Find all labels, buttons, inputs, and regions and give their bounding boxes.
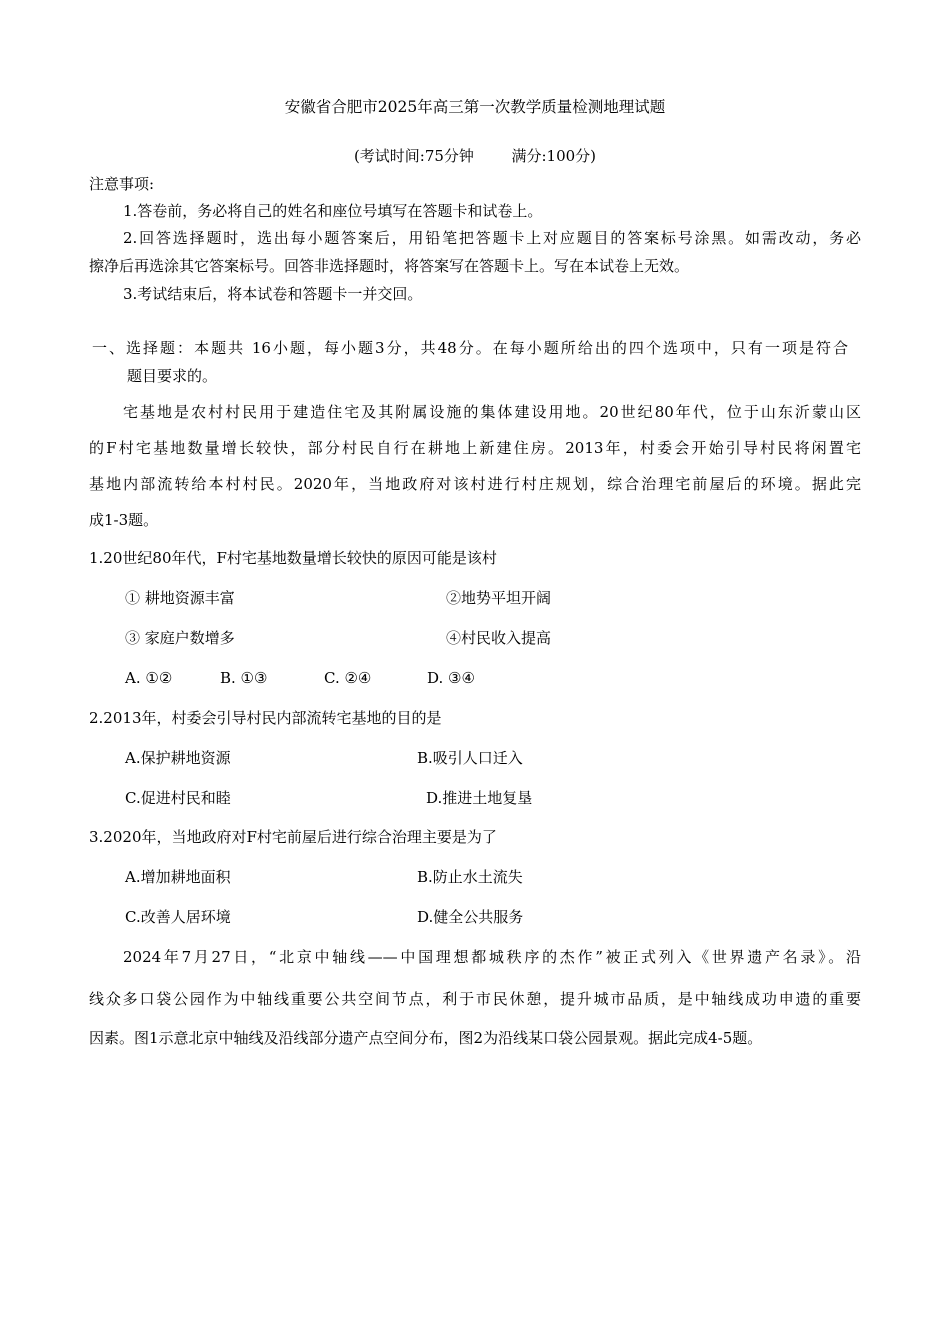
q1-item: ① 耕地资源丰富 bbox=[125, 589, 235, 607]
passage-line: 因素。图1示意北京中轴线及沿线部分遗产点空间分布，图2为沿线某口袋公园景观。据此完成4-5题。 bbox=[89, 1029, 763, 1047]
q2-option-d[interactable]: D.推进土地复垦 bbox=[426, 789, 533, 807]
passage-line: 2024年7月27日，“北京中轴线——中国理想都城秩序的杰作”被正式列入《世界遗产名录》。沿 bbox=[123, 948, 861, 966]
q3-option-d[interactable]: D.健全公共服务 bbox=[417, 908, 524, 926]
notice-item: 1.答卷前，务必将自己的姓名和座位号填写在答题卡和试卷上。 bbox=[123, 202, 543, 220]
question-2-stem: 2.2013年，村委会引导村民内部流转宅基地的目的是 bbox=[89, 709, 442, 727]
q2-option-c[interactable]: C.促进村民和睦 bbox=[125, 789, 231, 807]
section-heading: 一、选择题：本题共 16小题，每小题3分，共48分。在每小题所给出的四个选项中，只有一项是符合 bbox=[92, 339, 848, 357]
q1-option-c[interactable]: C. ②④ bbox=[324, 669, 372, 687]
q1-option-d[interactable]: D. ③④ bbox=[427, 669, 475, 687]
section-heading-cont: 题目要求的。 bbox=[127, 367, 218, 385]
q2-option-a[interactable]: A.保护耕地资源 bbox=[125, 749, 231, 767]
q3-option-c[interactable]: C.改善人居环境 bbox=[125, 908, 231, 926]
passage-line: 基地内部流转给本村村民。2020年，当地政府对该村进行村庄规划，综合治理宅前屋后的环境。据此完 bbox=[89, 475, 861, 493]
passage-line: 线众多口袋公园作为中轴线重要公共空间节点，利于市民休憩，提升城市品质，是中轴线成功申遗的重要 bbox=[89, 990, 861, 1008]
exam-score: 满分:100分) bbox=[511, 147, 597, 165]
exam-title: 安徽省合肥市2025年高三第一次教学质量检测地理试题 bbox=[284, 98, 666, 116]
q3-option-a[interactable]: A.增加耕地面积 bbox=[125, 868, 231, 886]
exam-time: (考试时间:75分钟 bbox=[353, 147, 474, 165]
q1-item: ②地势平坦开阔 bbox=[446, 589, 552, 607]
exam-subtitle bbox=[0, 146, 950, 166]
notice-item: 2.回答选择题时，选出每小题答案后，用铅笔把答题卡上对应题目的答案标号涂黑。如需改动，务必 bbox=[123, 229, 861, 247]
notice-heading: 注意事项: bbox=[89, 175, 155, 193]
notice-item: 擦净后再选涂其它答案标号。回答非选择题时，将答案写在答题卡上。写在本试卷上无效。 bbox=[89, 257, 690, 275]
q3-option-b[interactable]: B.防止水土流失 bbox=[417, 868, 523, 886]
notice-item: 3.考试结束后，将本试卷和答题卡一并交回。 bbox=[123, 285, 423, 303]
q1-option-a[interactable]: A. ①② bbox=[125, 669, 173, 687]
passage-line: 的F村宅基地数量增长较快，部分村民自行在耕地上新建住房。2013年，村委会开始引导村民将闲置宅 bbox=[89, 439, 861, 457]
q1-item: ④村民收入提高 bbox=[446, 629, 552, 647]
question-1-stem: 1.20世纪80年代，F村宅基地数量增长较快的原因可能是该村 bbox=[89, 549, 497, 567]
passage-line: 成1-3题。 bbox=[89, 511, 159, 529]
question-3-stem: 3.2020年，当地政府对F村宅前屋后进行综合治理主要是为了 bbox=[89, 828, 497, 846]
q1-item: ③ 家庭户数增多 bbox=[125, 629, 235, 647]
q2-option-b[interactable]: B.吸引人口迁入 bbox=[417, 749, 523, 767]
passage-line: 宅基地是农村村民用于建造住宅及其附属设施的集体建设用地。20世纪80年代，位于山东沂蒙山区 bbox=[123, 403, 861, 421]
q1-option-b[interactable]: B. ①③ bbox=[220, 669, 268, 687]
